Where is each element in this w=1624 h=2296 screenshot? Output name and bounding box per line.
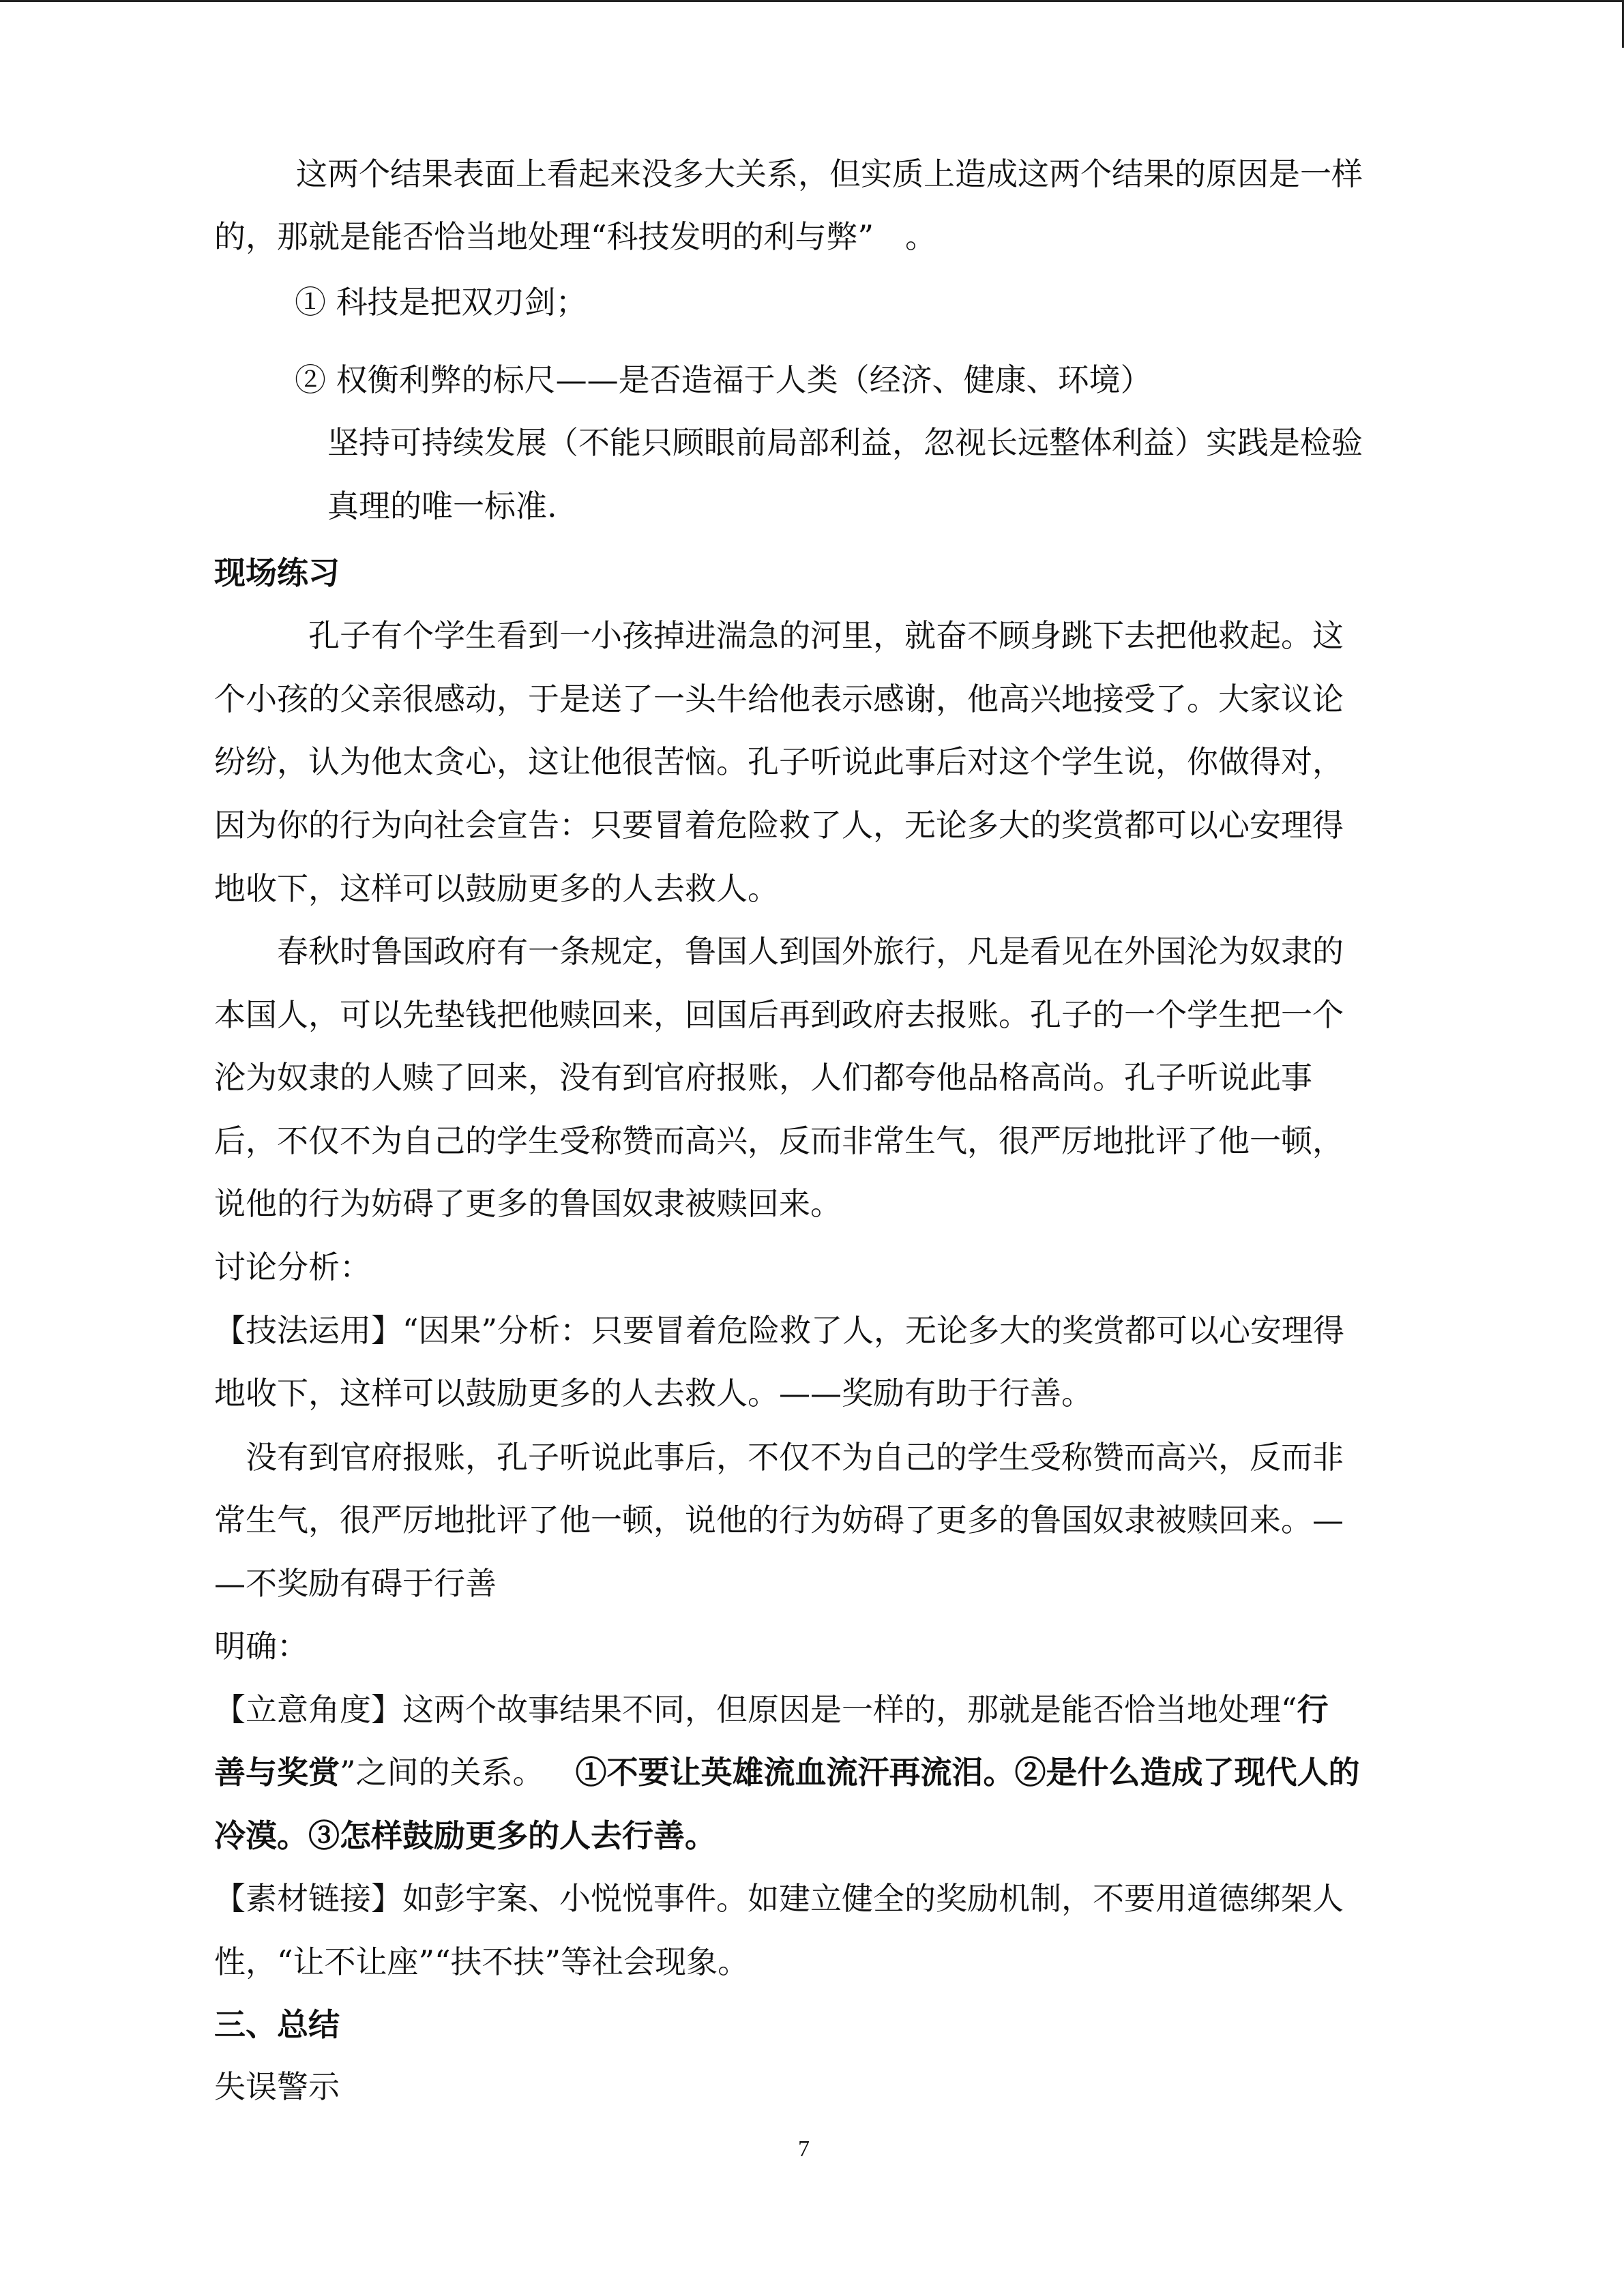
text-line: 失误警示 <box>214 2068 340 2105</box>
list-item: ② 权衡利弊的标尺——是否造福于人类（经济、健康、环境） <box>295 361 1152 398</box>
text-line: 讨论分析： <box>214 1249 371 1285</box>
page-number: 7 <box>798 2136 810 2162</box>
text-line: 没有到官府报账，孔子听说此事后，不仅不为自己的学生受称赞而高兴，反而非 <box>246 1439 1344 1476</box>
section-heading: 现场练习 <box>214 554 340 591</box>
text-line: 【技法运用】“因果”分析：只要冒着危险救了人，无论多大的奖赏都可以心安理得 <box>214 1312 1345 1349</box>
text-line: 地收下，这样可以鼓励更多的人去救人。——奖励有助于行善。 <box>214 1375 1093 1412</box>
text-line: 孔子有个学生看到一小孩掉进湍急的河里，就奋不顾身跳下去把他救起。这 <box>308 617 1344 654</box>
text-line: 沦为奴隶的人赎了回来，没有到官府报账，人们都夸他品格高尚。孔子听说此事 <box>214 1059 1312 1096</box>
text-line: 地收下，这样可以鼓励更多的人去救人。 <box>214 870 779 907</box>
list-item: ① 科技是把双刃剑； <box>295 284 587 320</box>
text-run: 【立意角度】这两个故事结果不同，但原因是一样的，那就是能否恰当地处理“ <box>214 1691 1297 1728</box>
text-line: 因为你的行为向社会宣告：只要冒着危险救了人，无论多大的奖赏都可以心安理得 <box>214 807 1344 844</box>
text-line: 的，那就是能否恰当地处理“科技发明的利与弊” 。 <box>214 218 937 255</box>
text-line <box>214 1752 1360 1793</box>
text-line: 【素材链接】如彭宇案、小悦悦事件。如建立健全的奖励机制，不要用道德绑架人 <box>214 1880 1344 1917</box>
bold-text-run: 善与奖赏 <box>214 1754 340 1791</box>
bold-text-run: 行 <box>1297 1691 1329 1728</box>
text-line: 个小孩的父亲很感动，于是送了一头牛给他表示感谢，他高兴地接受了。大家议论 <box>214 681 1344 717</box>
section-heading: 三、总结 <box>214 2006 340 2043</box>
text-line: 这两个结果表面上看起来没多大关系，但实质上造成这两个结果的原因是一样 <box>296 155 1363 192</box>
text-line <box>214 1689 1329 1730</box>
bold-text-run: ①不要让英雄流血流汗再流泪。②是什么造成了现代人的 <box>575 1754 1360 1791</box>
text-line: 真理的唯一标准. <box>327 488 557 524</box>
text-line: 后，不仅不为自己的学生受称赞而高兴，反而非常生气，很严厉地批评了他一顿， <box>214 1122 1344 1159</box>
text-line: 冷漠。③怎样鼓励更多的人去行善。 <box>214 1817 716 1854</box>
text-line: 本国人，可以先垫钱把他赎回来，回国后再到政府去报账。孔子的一个学生把一个 <box>214 996 1344 1033</box>
text-line: 常生气，很严厉地批评了他一顿，说他的行为妨碍了更多的鲁国奴隶被赎回来。— <box>214 1502 1344 1538</box>
text-line: 性，“让不让座”“扶不扶”等社会现象。 <box>214 1943 750 1980</box>
page-top-border <box>0 0 1624 2</box>
text-line: —不奖励有碍于行善 <box>214 1565 497 1602</box>
text-line: 坚持可持续发展（不能只顾眼前局部利益，忽视长远整体利益）实践是检验 <box>327 424 1363 461</box>
text-line: 说他的行为妨碍了更多的鲁国奴隶被赎回来。 <box>214 1185 842 1222</box>
text-run: ”之间的关系。 <box>340 1754 544 1791</box>
text-line: 春秋时鲁国政府有一条规定，鲁国人到国外旅行，凡是看见在外国沦为奴隶的 <box>277 933 1344 970</box>
text-line: 纷纷，认为他太贪心，这让他很苦恼。孔子听说此事后对这个学生说，你做得对， <box>214 743 1344 780</box>
text-line: 明确： <box>214 1628 308 1665</box>
